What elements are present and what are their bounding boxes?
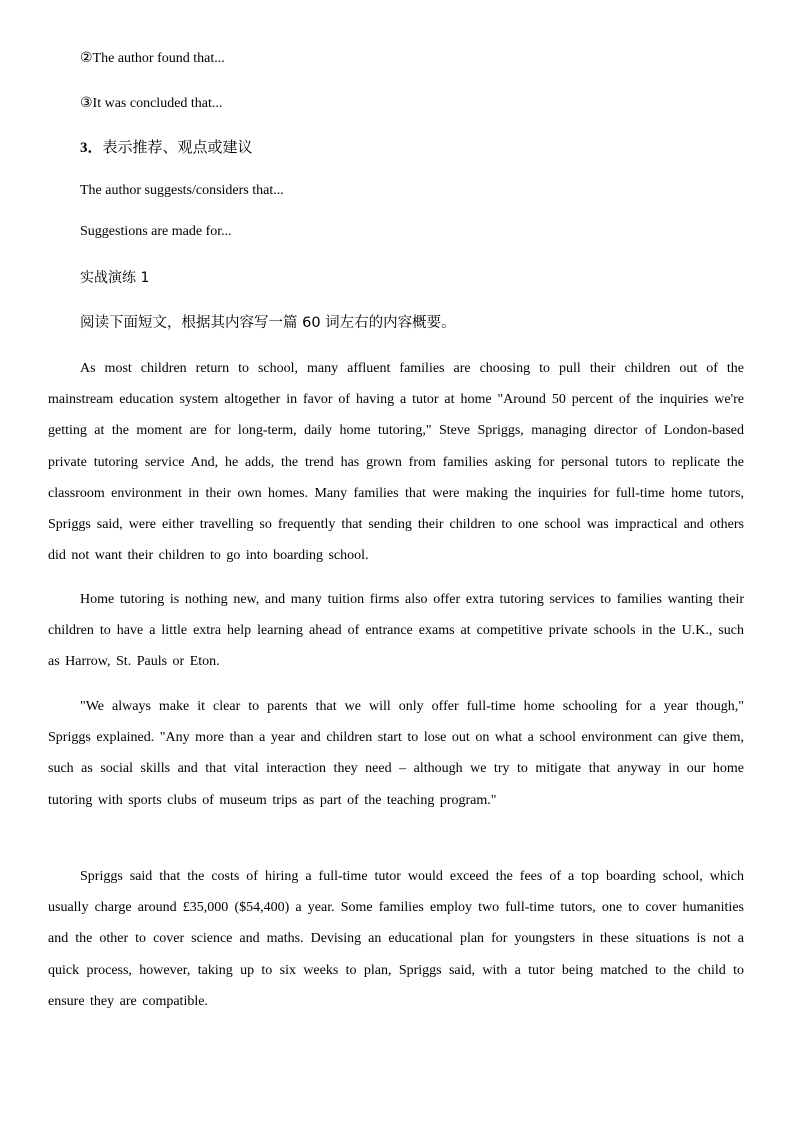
exercise-title: 实战演练 1 xyxy=(80,270,150,286)
section-number: 3． xyxy=(80,140,103,156)
exercise-instruction: 阅读下面短文，根据其内容写一篇 60 词左右的内容概要。 xyxy=(80,315,456,331)
paragraph-1: As most children return to school, many affluent families are choosing to pull their children out of the mainstream education system altogether in favor of having a tutor at home "Around 50 percent of the inquiries we're getting at the moment are for long-term, daily home tutoring," Steve Spriggs, managing director of London-based private tutoring service And, he adds, the trend has grown from families asking for personal tutors to replicate the classroom environment in their own homes. Many families that were making the inquiries for full-time home tutors, Spriggs said, were either travelling so frequently that sending their children to one school was impractical and others did not want their children to go into boarding school. xyxy=(48,361,744,564)
section-heading xyxy=(80,137,253,158)
list-item-3: ③It was concluded that... xyxy=(80,96,223,111)
phrase-2: Suggestions are made for... xyxy=(80,224,232,239)
phrase-1: The author suggests/considers that... xyxy=(80,183,284,198)
paragraph-3: "We always make it clear to parents that we will only offer full-time home schooling for a year though," Spriggs explained. "Any more than a year and children start to lose out on what a school environment can give them, such as social skills and that vital interaction they need – although we try to mitigate that anyway in our home tutoring with sports clubs of museum trips as part of the teaching program." xyxy=(48,699,744,808)
paragraph-2: Home tutoring is nothing new, and many tuition firms also offer extra tutoring services to families wanting their children to have a little extra help learning ahead of entrance exams at competitive private schools in the U.K., such as Harrow, St. Pauls or Eton. xyxy=(48,592,744,670)
list-item-2: ②The author found that... xyxy=(80,51,225,66)
paragraph-4: Spriggs said that the costs of hiring a full-time tutor would exceed the fees of a top boarding school, which usually charge around £35,000 ($54,400) a year. Some families employ two full-time tutors, one to cover humanities and the other to cover science and maths. Devising an educational plan for youngsters in these situations is not a quick process, however, taking up to six weeks to plan, Spriggs said, with a tutor being matched to the child to ensure they are compatible. xyxy=(48,869,744,1009)
section-title: 表示推荐、观点或建议 xyxy=(102,138,253,156)
